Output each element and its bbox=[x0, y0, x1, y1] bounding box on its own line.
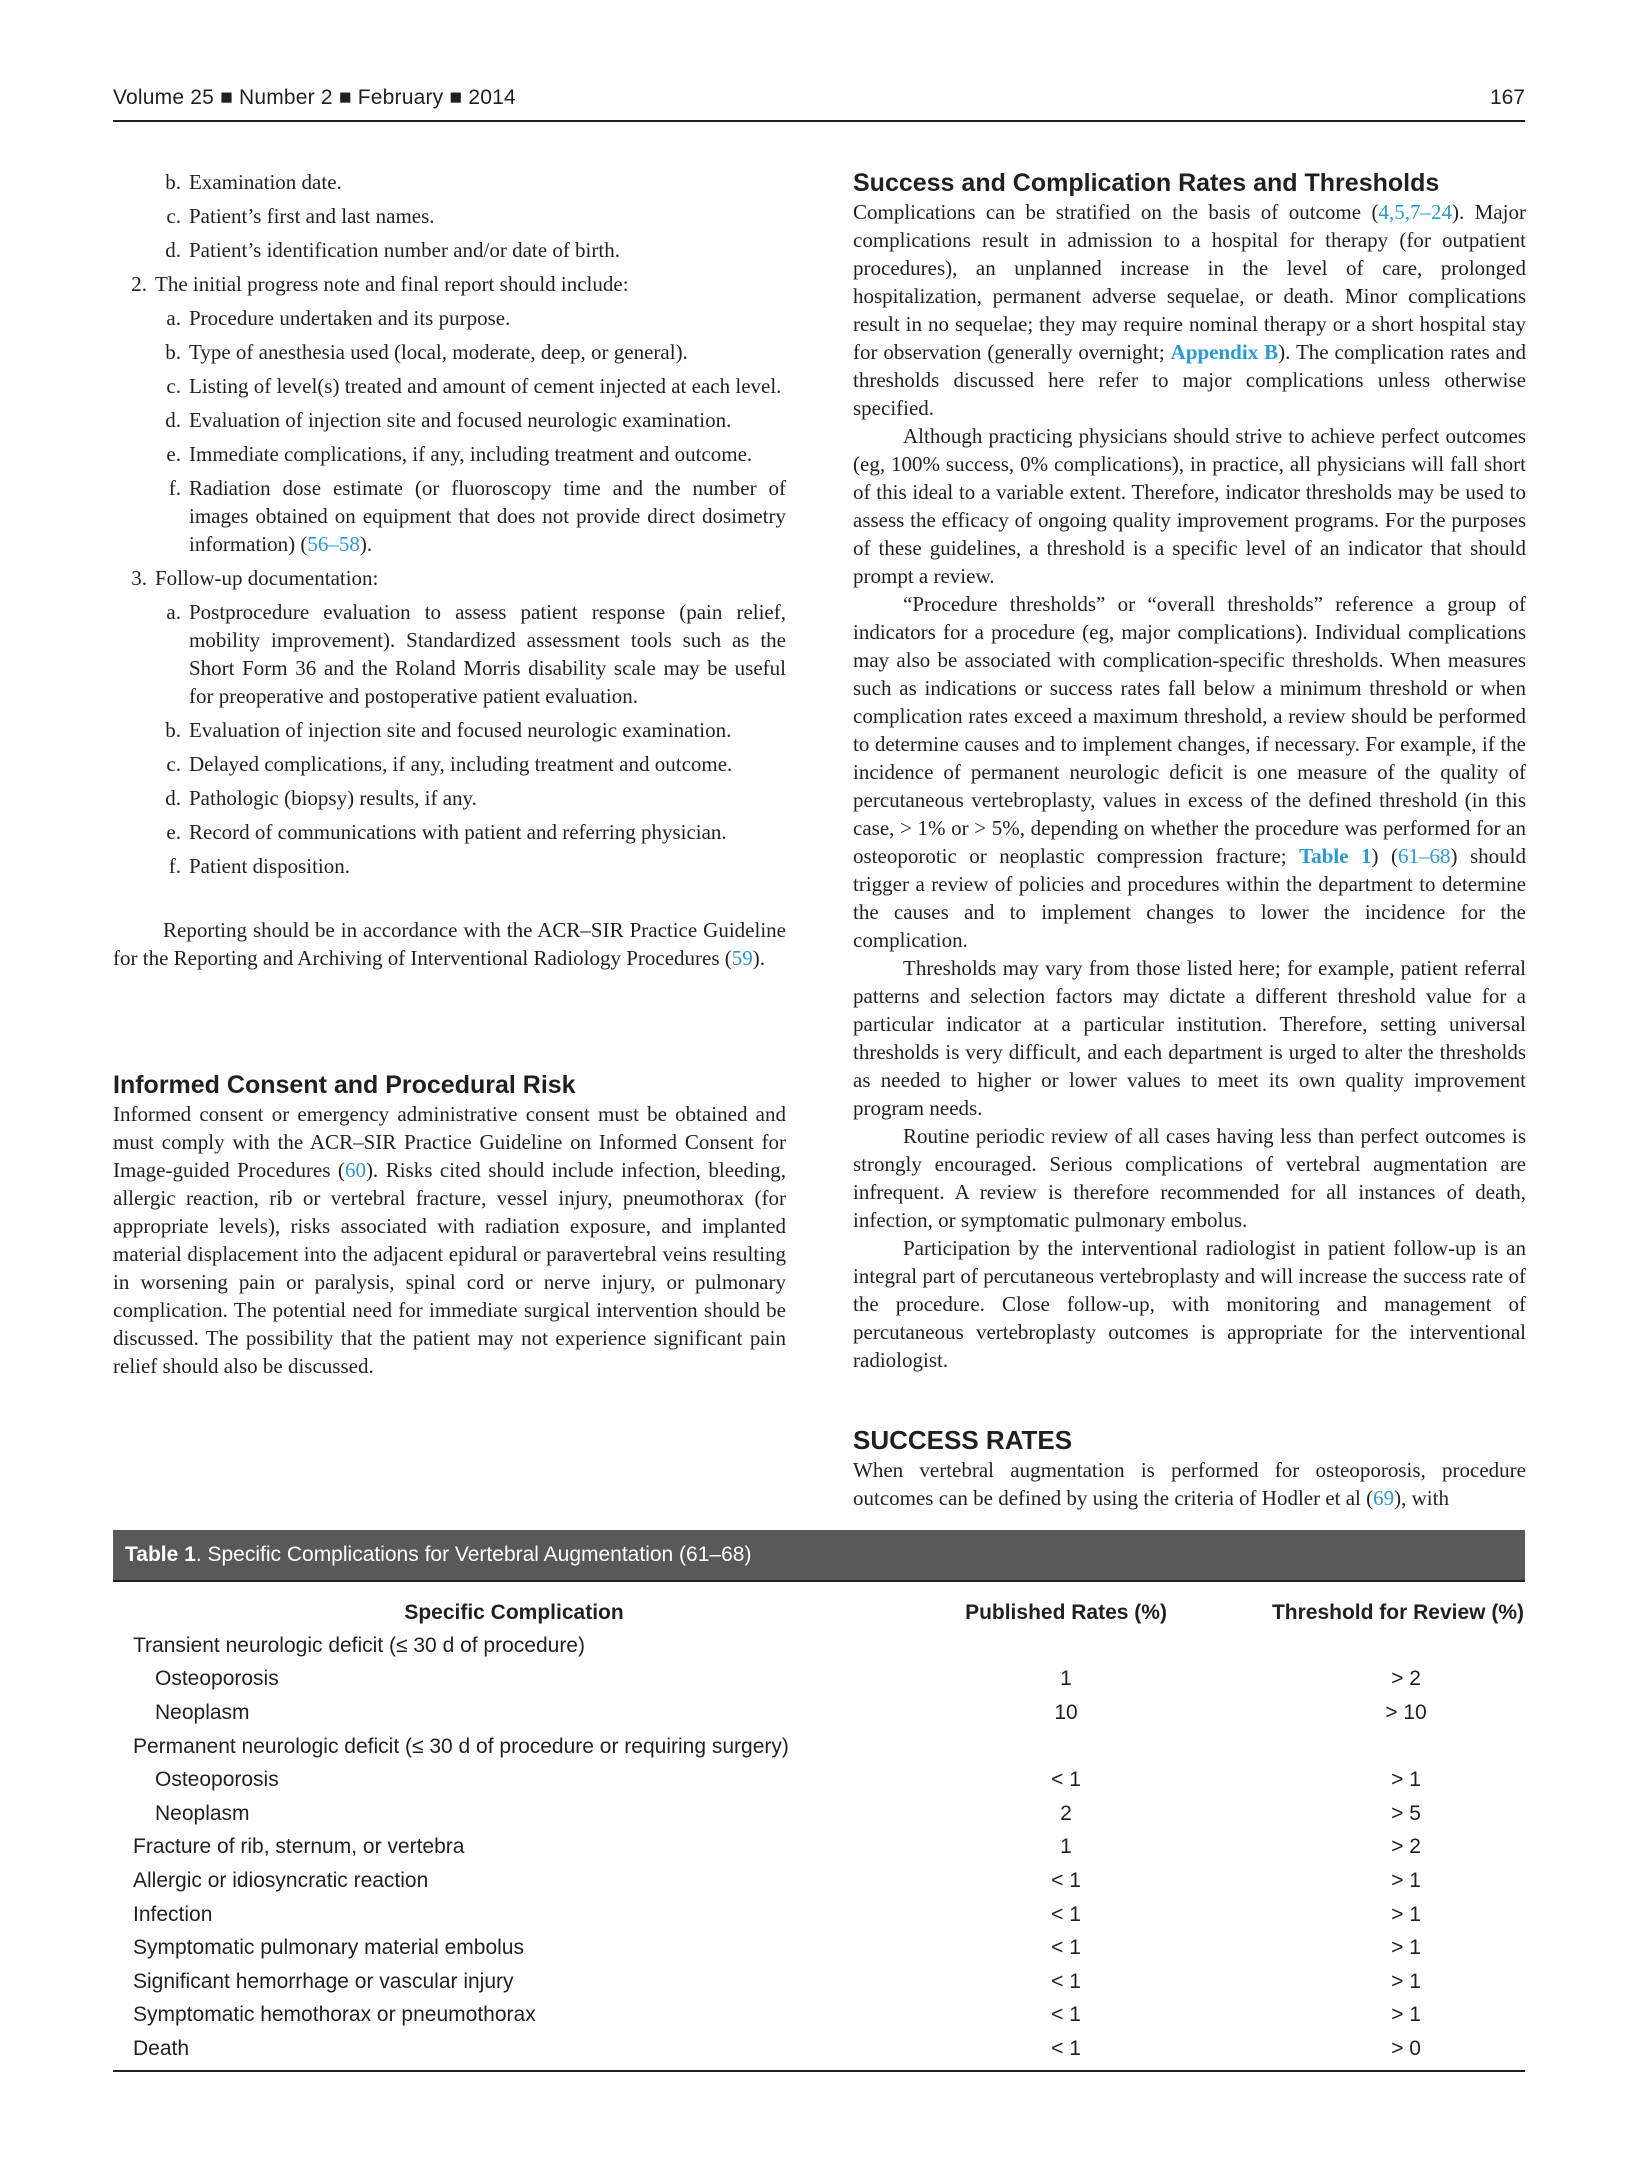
table-body bbox=[113, 1629, 1525, 2066]
consent-paragraph bbox=[113, 1100, 786, 1380]
citation-link[interactable]: 4,5,7–24 bbox=[1378, 200, 1452, 224]
paragraph-text: “Procedure thresholds” or “overall thresholds” reference a group of indicators for a procedure (eg, major complications). Individual complications may also be associated with complication-specific thresholds. When measures such as indications or success rates fall below a minimum threshold or when complication rates exceed a maximum threshold, a review should be performed to determine causes and to implement changes, if necessary. For example, if the incidence of permanent neurologic deficit is one measure of the quality of percutaneous vertebroplasty, values in excess of the defined threshold (in this case, > 1% or > 5%, depending on whether the procedure was performed for an osteoporotic or neoplastic compression fracture; bbox=[853, 592, 1526, 868]
list-letter: a. bbox=[166, 306, 181, 330]
cell-published-rate: < 1 bbox=[1051, 1936, 1081, 1960]
list-item bbox=[147, 406, 786, 434]
cell-published-rate: < 1 bbox=[1051, 1969, 1081, 1993]
table-row bbox=[113, 1999, 1525, 2033]
cell-threshold: > 1 bbox=[1391, 1868, 1421, 1892]
cell-complication: Infection bbox=[133, 1902, 213, 1926]
list-letter: d. bbox=[165, 786, 181, 810]
cell-published-rate bbox=[915, 1730, 1217, 1764]
cell-threshold: > 2 bbox=[1391, 1667, 1421, 1691]
citation-link[interactable]: 60 bbox=[344, 1158, 366, 1182]
paragraph-followup: Participation by the interventional radiologist in patient follow-up is an integral part of percutaneous vertebroplasty and will increase the success rate of the procedure. Close follow-up, with monitoring and management of percutaneous vertebroplasty outcomes is appropriate for the interventional radiologist. bbox=[853, 1236, 1526, 1372]
list-item-2 bbox=[113, 270, 786, 298]
cell-threshold: > 1 bbox=[1391, 2003, 1421, 2027]
paragraph-text: ). bbox=[752, 946, 766, 970]
paragraph-text: ). The complication rates and thresholds discussed here refer to major complications unless otherwise specified. bbox=[853, 340, 1526, 420]
citation-link[interactable]: 56–58 bbox=[307, 532, 360, 556]
list-item bbox=[147, 474, 786, 558]
citation-link[interactable]: 59 bbox=[731, 946, 753, 970]
list-item bbox=[147, 304, 786, 332]
cell-published-rate: 1 bbox=[1060, 1667, 1072, 1691]
cell-complication: Significant hemorrhage or vascular injury bbox=[133, 1969, 514, 1993]
paragraph-text: ), with bbox=[1394, 1486, 1449, 1510]
list-item bbox=[147, 440, 786, 468]
cell-published-rate: 1 bbox=[1060, 1835, 1072, 1859]
list-letter: c. bbox=[166, 204, 181, 228]
list-item bbox=[147, 236, 786, 264]
sublist-report bbox=[113, 304, 786, 558]
list-text: Pathologic (biopsy) results, if any. bbox=[189, 786, 477, 810]
sublist-followup bbox=[113, 598, 786, 880]
cell-published-rate: < 1 bbox=[1051, 1902, 1081, 1926]
list-letter: b. bbox=[165, 718, 181, 742]
list-letter: e. bbox=[166, 442, 181, 466]
section-heading-success-rates: SUCCESS RATES bbox=[853, 1425, 1073, 1455]
list-text: Follow-up documentation: bbox=[155, 566, 379, 590]
list-letter: c. bbox=[166, 752, 181, 776]
column-header-complication: Specific Complication bbox=[404, 1601, 624, 1624]
list-text: Evaluation of injection site and focused neurologic examination. bbox=[189, 408, 732, 432]
paragraph-review: Routine periodic review of all cases having less than perfect outcomes is strongly encouraged. Serious complications of vertebral augmentation are infrequent. A review is therefore recommended for all instances of death, infection, or symptomatic pulmonary embolus. bbox=[853, 1124, 1526, 1232]
appendix-link[interactable]: Appendix B bbox=[1170, 340, 1279, 364]
paragraph-text: Reporting should be in accordance with the ACR–SIR Practice Guideline for the Reporting and Archiving of Interventional Radiology Procedures ( bbox=[113, 918, 786, 970]
list-letter: e. bbox=[166, 820, 181, 844]
section-heading-consent: Informed Consent and Procedural Risk bbox=[113, 1071, 576, 1099]
right-column bbox=[853, 168, 1526, 1512]
paragraph-text: Complications can be stratified on the basis of outcome ( bbox=[853, 200, 1379, 224]
cell-threshold bbox=[1217, 1730, 1525, 1764]
list-text: Examination date. bbox=[189, 170, 342, 194]
cell-published-rate: < 1 bbox=[1051, 2036, 1081, 2060]
list-number: 3. bbox=[131, 566, 147, 590]
page-header bbox=[113, 86, 1525, 120]
list-text-body: Radiation dose estimate (or fluoroscopy time and the number of images obtained on equipment that does not provide direct dosimetry information) ( bbox=[189, 476, 786, 556]
table-row bbox=[113, 2032, 1525, 2066]
list-text: Postprocedure evaluation to assess patient response (pain relief, mobility improvement). Standardized assessment tools such as the Short Form 36 and the Roland Morris disability scale may be useful for preoperative and postoperative patient evaluation. bbox=[189, 600, 786, 708]
cell-complication: Neoplasm bbox=[155, 1801, 250, 1825]
table-row bbox=[113, 1629, 1525, 1663]
list-item bbox=[147, 202, 786, 230]
list-text: Listing of level(s) treated and amount of cement injected at each level. bbox=[189, 374, 782, 398]
list-text: Delayed complications, if any, including treatment and outcome. bbox=[189, 752, 733, 776]
cell-threshold: > 10 bbox=[1385, 1700, 1427, 1724]
cell-complication: Osteoporosis bbox=[155, 1667, 279, 1691]
table-row bbox=[113, 1965, 1525, 1999]
paragraph-thresholds: Although practicing physicians should strive to achieve perfect outcomes (eg, 100% success, 0% complications), in practice, all physicians will fall short of this ideal to a variable extent. Therefore, indicator thresholds may be used to assess the efficacy of ongoing quality improvement programs. For the purposes of these guidelines, a threshold is a specific level of an indicator that should prompt a review. bbox=[853, 424, 1526, 588]
reporting-paragraph bbox=[113, 916, 786, 972]
cell-complication: Fracture of rib, sternum, or vertebra bbox=[133, 1835, 465, 1859]
running-head: Volume 25 ■ Number 2 ■ February ■ 2014 bbox=[113, 86, 516, 109]
list-letter: f. bbox=[168, 476, 181, 500]
table-row bbox=[113, 1864, 1525, 1898]
column-header-threshold: Threshold for Review (%) bbox=[1271, 1601, 1524, 1624]
list-number: 2. bbox=[131, 272, 147, 296]
cell-threshold bbox=[1217, 1629, 1525, 1663]
list-text: Patient disposition. bbox=[189, 854, 351, 878]
table-row bbox=[113, 1898, 1525, 1932]
list-letter: f. bbox=[168, 854, 181, 878]
list-letter: d. bbox=[165, 408, 181, 432]
cell-threshold: > 5 bbox=[1391, 1801, 1421, 1825]
cell-threshold: > 1 bbox=[1391, 1768, 1421, 1792]
list-item bbox=[147, 168, 786, 196]
list-text: Evaluation of injection site and focused neurologic examination. bbox=[189, 718, 732, 742]
table-row bbox=[113, 1730, 1525, 1764]
list-text: Patient’s identification number and/or date of birth. bbox=[189, 238, 620, 262]
left-column bbox=[113, 168, 786, 1380]
citation-link[interactable]: 61–68 bbox=[1398, 844, 1451, 868]
list-letter: c. bbox=[166, 374, 181, 398]
list-continued bbox=[113, 168, 786, 264]
cell-threshold: > 1 bbox=[1391, 1969, 1421, 1993]
table-caption-text: . Specific Complications for Vertebral Augmentation (61–68) bbox=[195, 1543, 752, 1566]
cell-threshold: > 2 bbox=[1391, 1835, 1421, 1859]
list-text-tail: ). bbox=[359, 532, 373, 556]
cell-threshold: > 0 bbox=[1391, 2036, 1421, 2060]
list-text: Immediate complications, if any, including treatment and outcome. bbox=[189, 442, 753, 466]
list-item bbox=[147, 372, 786, 400]
table-row bbox=[113, 1763, 1525, 1797]
paragraph-text: ). Major complications result in admission to a hospital for therapy (for outpatient procedures), an unplanned increase in the level of care, prolonged hospitalization, permanent adverse sequelae, or death. Minor complications result in no sequelae; they may require nominal therapy or a short hospital stay for observation (generally overnight; bbox=[853, 200, 1526, 364]
paragraph-text: Informed consent or emergency administrative consent must be obtained and must comply with the ACR–SIR Practice Guideline on Informed Consent for Image-guided Procedures ( bbox=[113, 1102, 786, 1182]
column-header-published-rates: Published Rates (%) bbox=[965, 1601, 1167, 1624]
list-item bbox=[147, 338, 786, 366]
table-caption bbox=[113, 1530, 1525, 1580]
list-item bbox=[147, 750, 786, 778]
list-letter: b. bbox=[165, 170, 181, 194]
cell-complication: Osteoporosis bbox=[155, 1768, 279, 1792]
list-item bbox=[147, 716, 786, 744]
cell-published-rate: < 1 bbox=[1051, 1768, 1081, 1792]
cell-complication: Allergic or idiosyncratic reaction bbox=[133, 1868, 429, 1892]
table-row bbox=[113, 1931, 1525, 1965]
list-item bbox=[147, 598, 786, 710]
list-text bbox=[189, 474, 786, 558]
table-header-row bbox=[113, 1582, 1525, 1629]
paragraph-text: ) should trigger a review of policies and procedures within the department to determine the causes and to implement changes to lower the incidence for the complication. bbox=[853, 844, 1526, 952]
cell-complication: Symptomatic hemothorax or pneumothorax bbox=[133, 2003, 536, 2027]
table-row bbox=[113, 1663, 1525, 1697]
paragraph-text: When vertebral augmentation is performed for osteoporosis, procedure outcomes can be defined by using the criteria of Hodler et al ( bbox=[853, 1458, 1526, 1510]
cell-complication: Death bbox=[133, 2036, 190, 2060]
list-letter: a. bbox=[166, 600, 181, 624]
cell-threshold: > 1 bbox=[1391, 1902, 1421, 1926]
cell-published-rate: < 1 bbox=[1051, 2003, 1081, 2027]
list-text: Patient’s first and last names. bbox=[189, 204, 435, 228]
table-row bbox=[113, 1831, 1525, 1865]
cell-complication: Neoplasm bbox=[155, 1700, 250, 1724]
paragraph-text: ). Risks cited should include infection, bleeding, allergic reaction, rib or vertebral fracture, vessel injury, pneumothorax (for appropriate levels), risks associated with radiation exposure, and implanted material displacement into the adjacent epidural or paravertebral veins resulting in worsening pain or paralysis, spinal cord or nerve injury, or pulmonary complication. The potential need for immediate surgical intervention should be discussed. The possibility that the patient may not experience significant pain relief should also be discussed. bbox=[113, 1158, 786, 1378]
list-text: Procedure undertaken and its purpose. bbox=[189, 306, 511, 330]
list-item bbox=[147, 818, 786, 846]
table-1 bbox=[113, 1530, 1525, 2072]
list-letter: d. bbox=[165, 238, 181, 262]
table-bottom-rule bbox=[113, 2070, 1525, 2072]
paragraph-text: ) ( bbox=[1371, 844, 1399, 868]
paragraph-complications bbox=[853, 198, 1526, 422]
complications-table bbox=[113, 1582, 1525, 2066]
header-divider bbox=[113, 120, 1525, 122]
cell-published-rate: < 1 bbox=[1051, 1868, 1081, 1892]
paragraph-variation: Thresholds may vary from those listed here; for example, patient referral patterns and selection factors may dictate a different threshold value for a particular indicator at a particular institution. Therefore, setting universal thresholds is very difficult, and each department is urged to alter the thresholds as needed to higher or lower values to meet its own quality improvement program needs. bbox=[853, 956, 1526, 1120]
cell-complication: Transient neurologic deficit (≤ 30 d of procedure) bbox=[133, 1633, 585, 1657]
cell-published-rate: 2 bbox=[1060, 1801, 1072, 1825]
table-row bbox=[113, 1696, 1525, 1730]
list-letter: b. bbox=[165, 340, 181, 364]
paragraph-procedure-thresholds bbox=[853, 590, 1526, 954]
list-item bbox=[147, 784, 786, 812]
section-heading-success: Success and Complication Rates and Thresholds bbox=[853, 169, 1440, 197]
citation-link[interactable]: 69 bbox=[1373, 1486, 1395, 1510]
table-label: Table 1 bbox=[125, 1543, 196, 1566]
list-text: Type of anesthesia used (local, moderate, deep, or general). bbox=[189, 340, 688, 364]
cell-complication: Permanent neurologic deficit (≤ 30 d of procedure or requiring surgery) bbox=[133, 1734, 789, 1758]
list-text: Record of communications with patient and referring physician. bbox=[189, 820, 727, 844]
cell-published-rate: 10 bbox=[1054, 1700, 1078, 1724]
table-link[interactable]: Table 1 bbox=[1299, 844, 1372, 868]
cell-threshold: > 1 bbox=[1391, 1936, 1421, 1960]
table-row bbox=[113, 1797, 1525, 1831]
cell-published-rate bbox=[915, 1629, 1217, 1663]
list-item bbox=[147, 852, 786, 880]
cell-complication: Symptomatic pulmonary material embolus bbox=[133, 1936, 524, 1960]
list-text: The initial progress note and final report should include: bbox=[155, 272, 629, 296]
page-number: 167 bbox=[1489, 86, 1525, 109]
paragraph-success-rates bbox=[853, 1456, 1526, 1512]
list-item-3 bbox=[113, 564, 786, 592]
